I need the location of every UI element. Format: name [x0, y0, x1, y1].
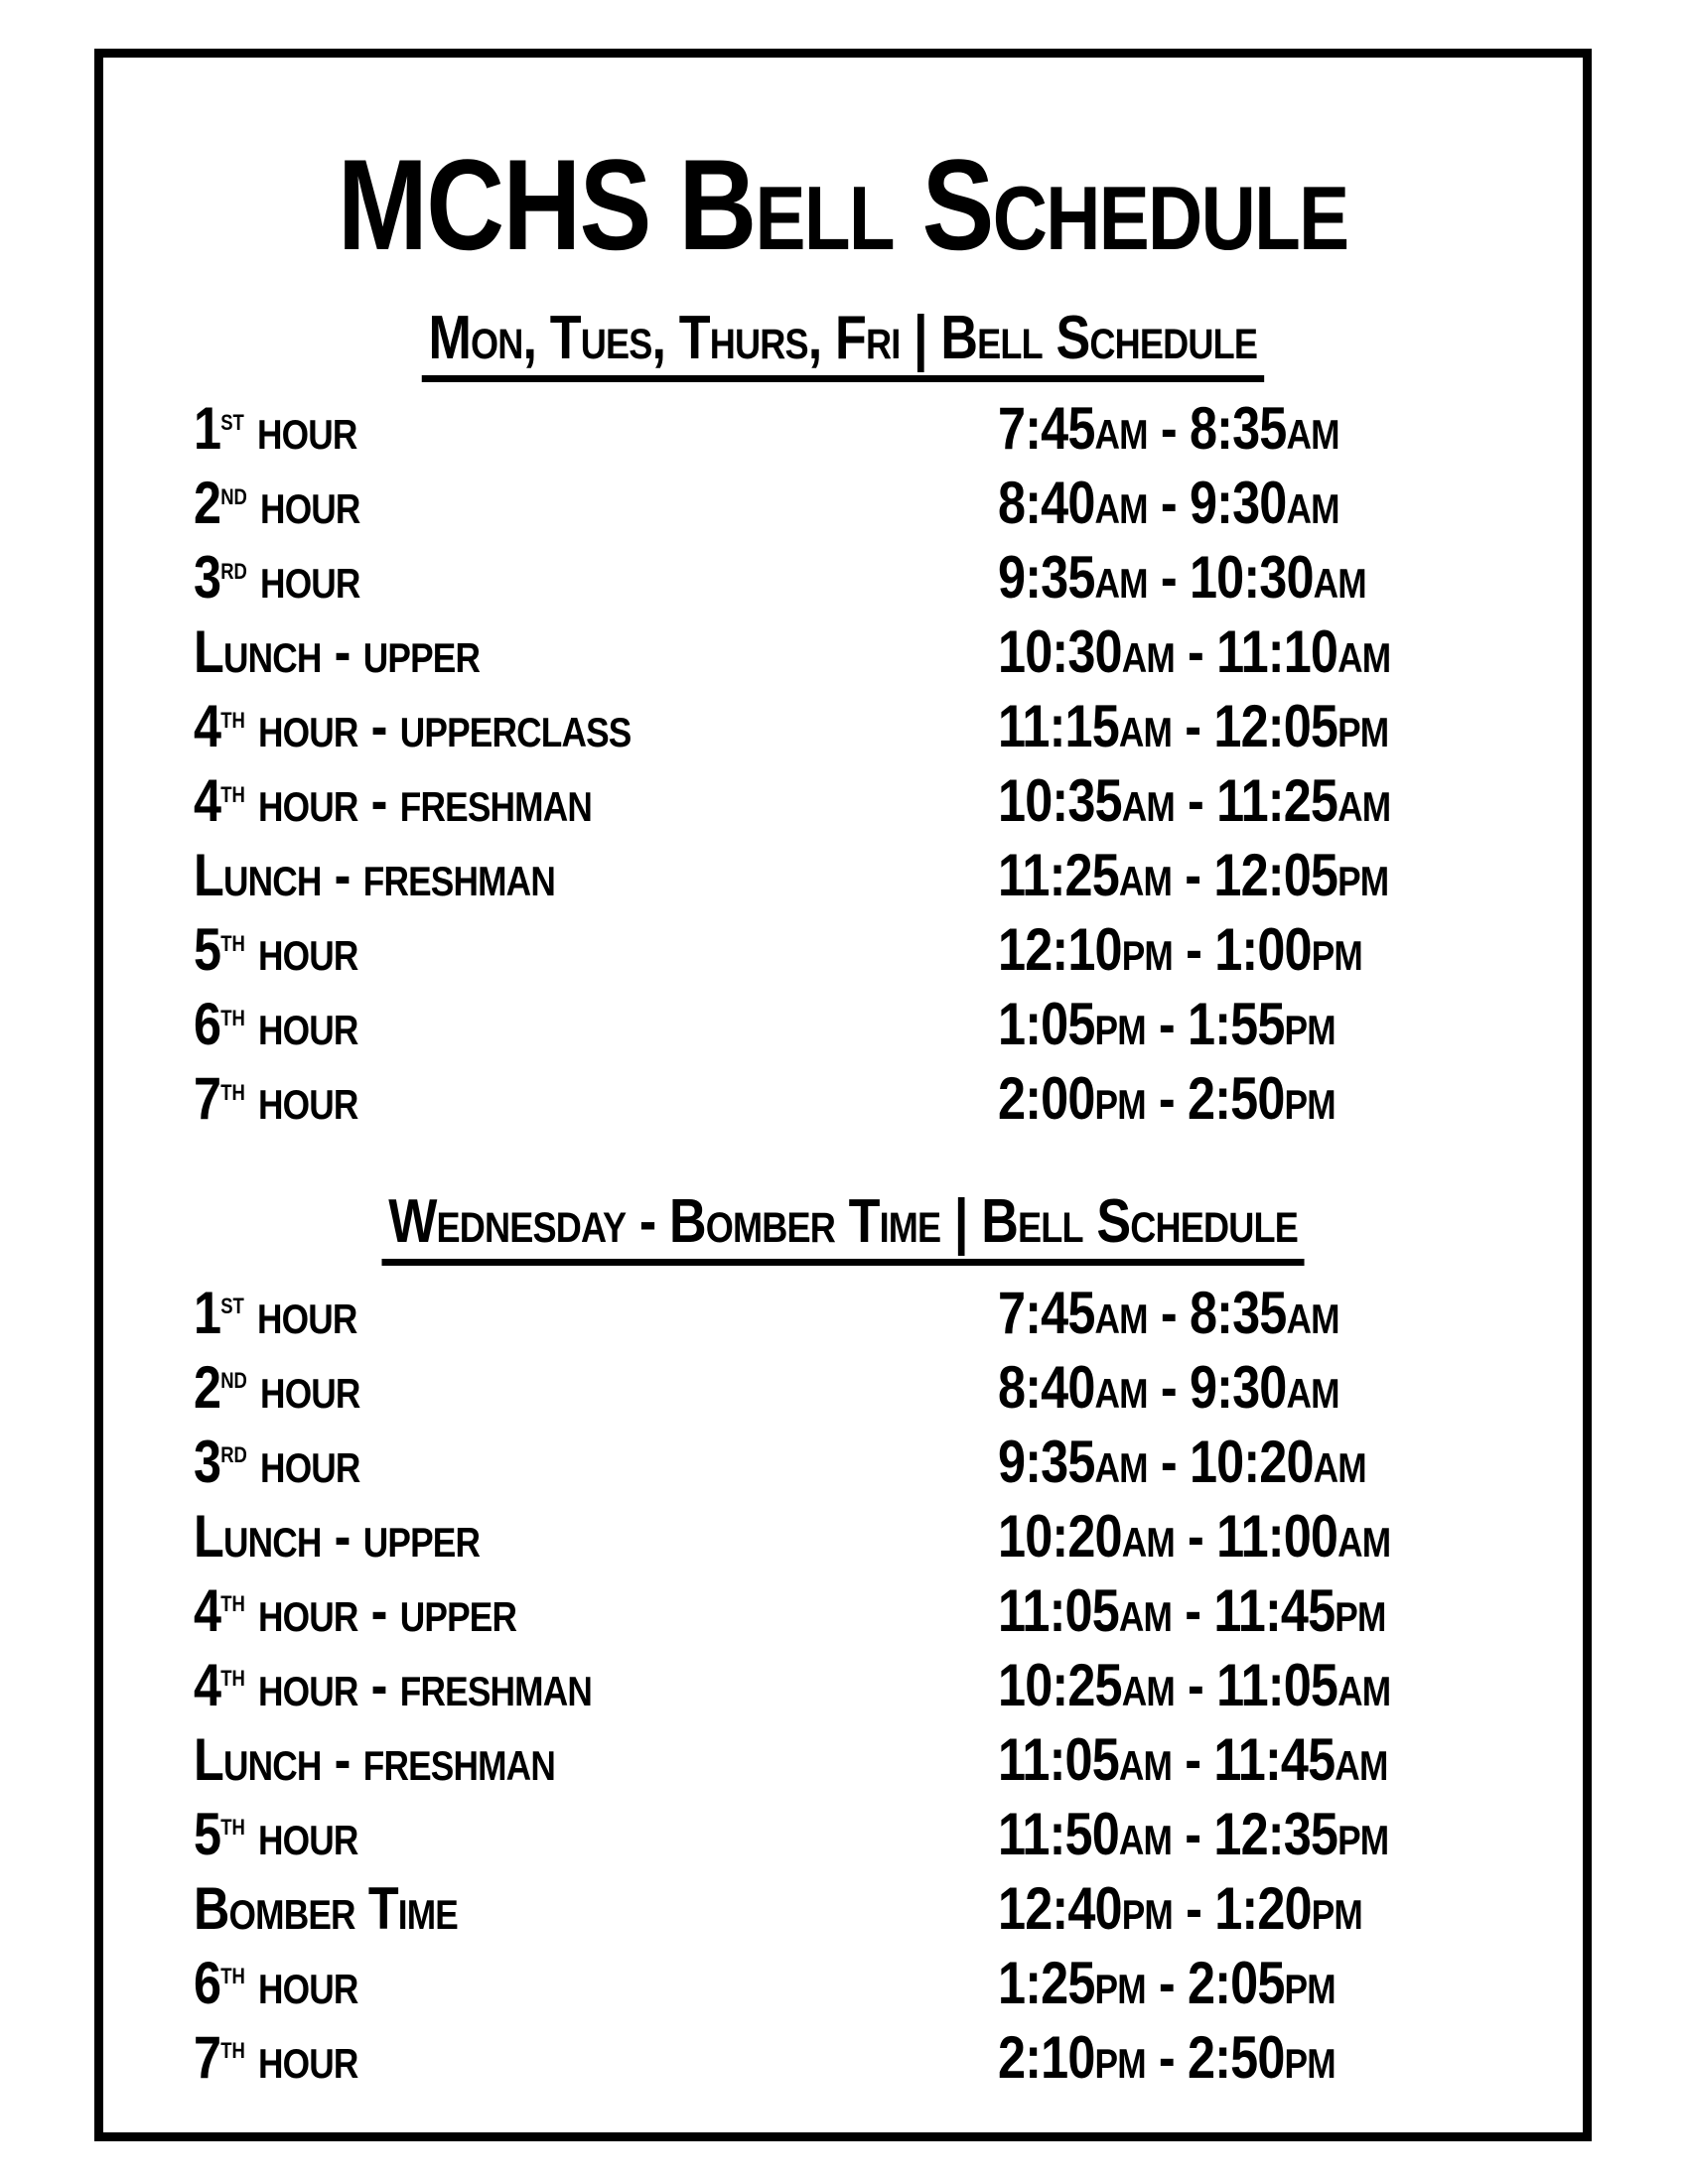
- page-border: [94, 49, 1592, 2141]
- label-main: 6: [194, 1949, 221, 2016]
- period-time: [998, 1874, 1583, 1942]
- label-main: 5: [194, 1800, 221, 1867]
- period-label: [194, 1874, 998, 1942]
- period-label: [194, 544, 998, 612]
- period-label-text: [194, 991, 358, 1058]
- period-label: [194, 1725, 998, 1793]
- label-rest: hour: [244, 991, 358, 1058]
- period-time: [998, 916, 1583, 984]
- period-label-text: [194, 693, 632, 760]
- period-label-text: [194, 1428, 360, 1495]
- label-main: Lunch - upper: [194, 1502, 481, 1570]
- label-rest: hour: [243, 395, 357, 463]
- period-label: [194, 1800, 998, 1867]
- label-ordinal-suffix: rd: [220, 1434, 247, 1470]
- period-time: [998, 991, 1583, 1058]
- time-range: 9:35am - 10:30am: [998, 544, 1366, 612]
- time-range: 12:10pm - 1:00pm: [998, 916, 1362, 984]
- label-ordinal-suffix: th: [220, 1956, 245, 1991]
- schedule-row: [103, 1797, 1583, 1871]
- label-ordinal-suffix: th: [220, 2030, 245, 2066]
- period-label: [194, 470, 998, 537]
- period-time: [998, 1949, 1583, 2016]
- schedule-row: [103, 1722, 1583, 1797]
- label-main: 4: [194, 767, 221, 835]
- label-rest: hour: [244, 1800, 358, 1867]
- schedule-rows: [103, 392, 1583, 1137]
- period-label: [194, 1065, 998, 1133]
- label-main: 1: [194, 1279, 221, 1346]
- label-rest: hour: [246, 470, 360, 537]
- period-label: [194, 842, 998, 909]
- time-range: 11:15am - 12:05pm: [998, 693, 1389, 760]
- label-main: 1: [194, 395, 221, 463]
- period-label-text: [194, 2023, 358, 2091]
- label-ordinal-suffix: th: [220, 1658, 245, 1694]
- label-main: Bomber Time: [194, 1874, 458, 1942]
- schedule-row: [103, 1946, 1583, 2020]
- time-range: 2:10pm - 2:50pm: [998, 2023, 1336, 2091]
- time-range: 12:40pm - 1:20pm: [998, 1874, 1362, 1942]
- time-range: 8:40am - 9:30am: [998, 470, 1339, 537]
- period-time: [998, 1428, 1583, 1495]
- label-main: 7: [194, 2023, 221, 2091]
- period-time: [998, 1353, 1583, 1421]
- label-ordinal-suffix: th: [220, 1807, 245, 1843]
- schedule-row: [103, 615, 1583, 690]
- period-label: [194, 991, 998, 1058]
- label-ordinal-suffix: rd: [220, 550, 247, 586]
- section-header: [103, 1186, 1583, 1266]
- period-label-text: [194, 1800, 358, 1867]
- label-ordinal-suffix: nd: [220, 1360, 247, 1396]
- period-time: [998, 1576, 1583, 1644]
- time-range: 8:40am - 9:30am: [998, 1353, 1339, 1421]
- period-label: [194, 618, 998, 686]
- time-range: 11:25am - 12:05pm: [998, 842, 1389, 909]
- label-ordinal-suffix: th: [220, 1583, 245, 1619]
- time-range: 7:45am - 8:35am: [998, 395, 1339, 463]
- label-main: 4: [194, 1576, 221, 1644]
- period-label-text: [194, 544, 360, 612]
- schedule-row: [103, 1648, 1583, 1722]
- page-title-text: MCHS Bell Schedule: [338, 132, 1348, 277]
- label-ordinal-suffix: st: [220, 401, 244, 437]
- label-rest: hour: [246, 544, 360, 612]
- time-range: 11:50am - 12:35pm: [998, 1800, 1389, 1867]
- period-label-text: [194, 916, 358, 984]
- label-main: Lunch - upper: [194, 618, 481, 686]
- period-time: [998, 1800, 1583, 1867]
- label-main: 2: [194, 1353, 221, 1421]
- period-time: [998, 1725, 1583, 1793]
- period-time: [998, 395, 1583, 463]
- label-ordinal-suffix: th: [220, 699, 245, 735]
- period-time: [998, 842, 1583, 909]
- label-ordinal-suffix: th: [220, 997, 245, 1032]
- time-range: 2:00pm - 2:50pm: [998, 1065, 1336, 1133]
- label-rest: hour: [244, 1949, 358, 2016]
- period-label: [194, 1353, 998, 1421]
- label-ordinal-suffix: th: [220, 773, 245, 809]
- time-range: 11:05am - 11:45pm: [998, 1576, 1386, 1644]
- time-range: 10:35am - 11:25am: [998, 767, 1391, 835]
- label-rest: hour - upperclass: [244, 693, 632, 760]
- time-range: 1:25pm - 2:05pm: [998, 1949, 1336, 2016]
- period-label-text: [194, 767, 592, 835]
- period-label-text: [194, 1651, 592, 1718]
- label-ordinal-suffix: th: [220, 922, 245, 958]
- period-time: [998, 1279, 1583, 1346]
- label-rest: hour - freshman: [244, 1651, 592, 1718]
- label-ordinal-suffix: th: [220, 1071, 245, 1107]
- label-main: 6: [194, 991, 221, 1058]
- time-range: 10:20am - 11:00am: [998, 1502, 1391, 1570]
- section-header-text: Mon, Tues, Thurs, Fri | Bell Schedule: [422, 303, 1264, 382]
- period-label-text: [194, 1874, 458, 1942]
- schedule-row: [103, 1276, 1583, 1350]
- period-label-text: [194, 1065, 358, 1133]
- period-label: [194, 916, 998, 984]
- period-time: [998, 544, 1583, 612]
- schedule-row: [103, 1062, 1583, 1137]
- period-label: [194, 693, 998, 760]
- label-ordinal-suffix: st: [220, 1286, 244, 1321]
- schedule-section-weekday: [103, 303, 1583, 1137]
- label-rest: hour: [243, 1279, 357, 1346]
- section-header-text: Wednesday - Bomber Time | Bell Schedule: [381, 1186, 1304, 1266]
- period-label: [194, 1279, 998, 1346]
- label-main: 4: [194, 693, 221, 760]
- period-time: [998, 470, 1583, 537]
- period-label: [194, 1428, 998, 1495]
- label-rest: hour - freshman: [244, 767, 592, 835]
- label-rest: hour: [244, 1065, 358, 1133]
- schedule-row: [103, 1350, 1583, 1425]
- period-time: [998, 1502, 1583, 1570]
- time-range: 10:25am - 11:05am: [998, 1651, 1391, 1718]
- schedule-row: [103, 1573, 1583, 1648]
- label-main: Lunch - freshman: [194, 1725, 555, 1793]
- period-label: [194, 1502, 998, 1570]
- period-label: [194, 395, 998, 463]
- schedule-row: [103, 467, 1583, 541]
- period-label: [194, 1949, 998, 2016]
- schedule-row: [103, 1871, 1583, 1946]
- period-label: [194, 767, 998, 835]
- schedule-row: [103, 1425, 1583, 1499]
- label-main: 3: [194, 1428, 221, 1495]
- label-main: 7: [194, 1065, 221, 1133]
- period-label-text: [194, 618, 481, 686]
- schedule-rows: [103, 1276, 1583, 2095]
- period-label: [194, 1651, 998, 1718]
- label-rest: hour: [246, 1353, 360, 1421]
- period-time: [998, 1651, 1583, 1718]
- schedule-section-wednesday: [103, 1186, 1583, 2095]
- schedule-row: [103, 839, 1583, 913]
- period-label-text: [194, 470, 360, 537]
- period-label-text: [194, 395, 357, 463]
- time-range: 11:05am - 11:45am: [998, 1725, 1388, 1793]
- schedule-row: [103, 913, 1583, 988]
- label-main: 3: [194, 544, 221, 612]
- section-header: [103, 303, 1583, 382]
- label-main: 2: [194, 470, 221, 537]
- schedule-row: [103, 541, 1583, 615]
- page-title: [103, 132, 1583, 277]
- label-rest: hour: [246, 1428, 360, 1495]
- period-label-text: [194, 1353, 360, 1421]
- period-time: [998, 2023, 1583, 2091]
- label-ordinal-suffix: nd: [220, 476, 247, 511]
- period-label-text: [194, 1279, 357, 1346]
- schedule-row: [103, 2020, 1583, 2095]
- schedule-row: [103, 1499, 1583, 1573]
- period-label: [194, 2023, 998, 2091]
- schedule-row: [103, 764, 1583, 839]
- period-time: [998, 693, 1583, 760]
- label-main: 5: [194, 916, 221, 984]
- time-range: 9:35am - 10:20am: [998, 1428, 1366, 1495]
- label-main: 4: [194, 1651, 221, 1718]
- schedule-row: [103, 392, 1583, 467]
- period-label-text: [194, 1949, 358, 2016]
- schedule-row: [103, 988, 1583, 1062]
- time-range: 1:05pm - 1:55pm: [998, 991, 1336, 1058]
- period-label-text: [194, 842, 555, 909]
- schedule-row: [103, 690, 1583, 764]
- period-time: [998, 1065, 1583, 1133]
- period-time: [998, 618, 1583, 686]
- period-label-text: [194, 1725, 555, 1793]
- label-main: Lunch - freshman: [194, 842, 555, 909]
- label-rest: hour: [244, 916, 358, 984]
- time-range: 7:45am - 8:35am: [998, 1279, 1339, 1346]
- label-rest: hour: [244, 2023, 358, 2091]
- time-range: 10:30am - 11:10am: [998, 618, 1391, 686]
- period-label-text: [194, 1576, 517, 1644]
- period-label: [194, 1576, 998, 1644]
- period-time: [998, 767, 1583, 835]
- label-rest: hour - upper: [244, 1576, 517, 1644]
- period-label-text: [194, 1502, 481, 1570]
